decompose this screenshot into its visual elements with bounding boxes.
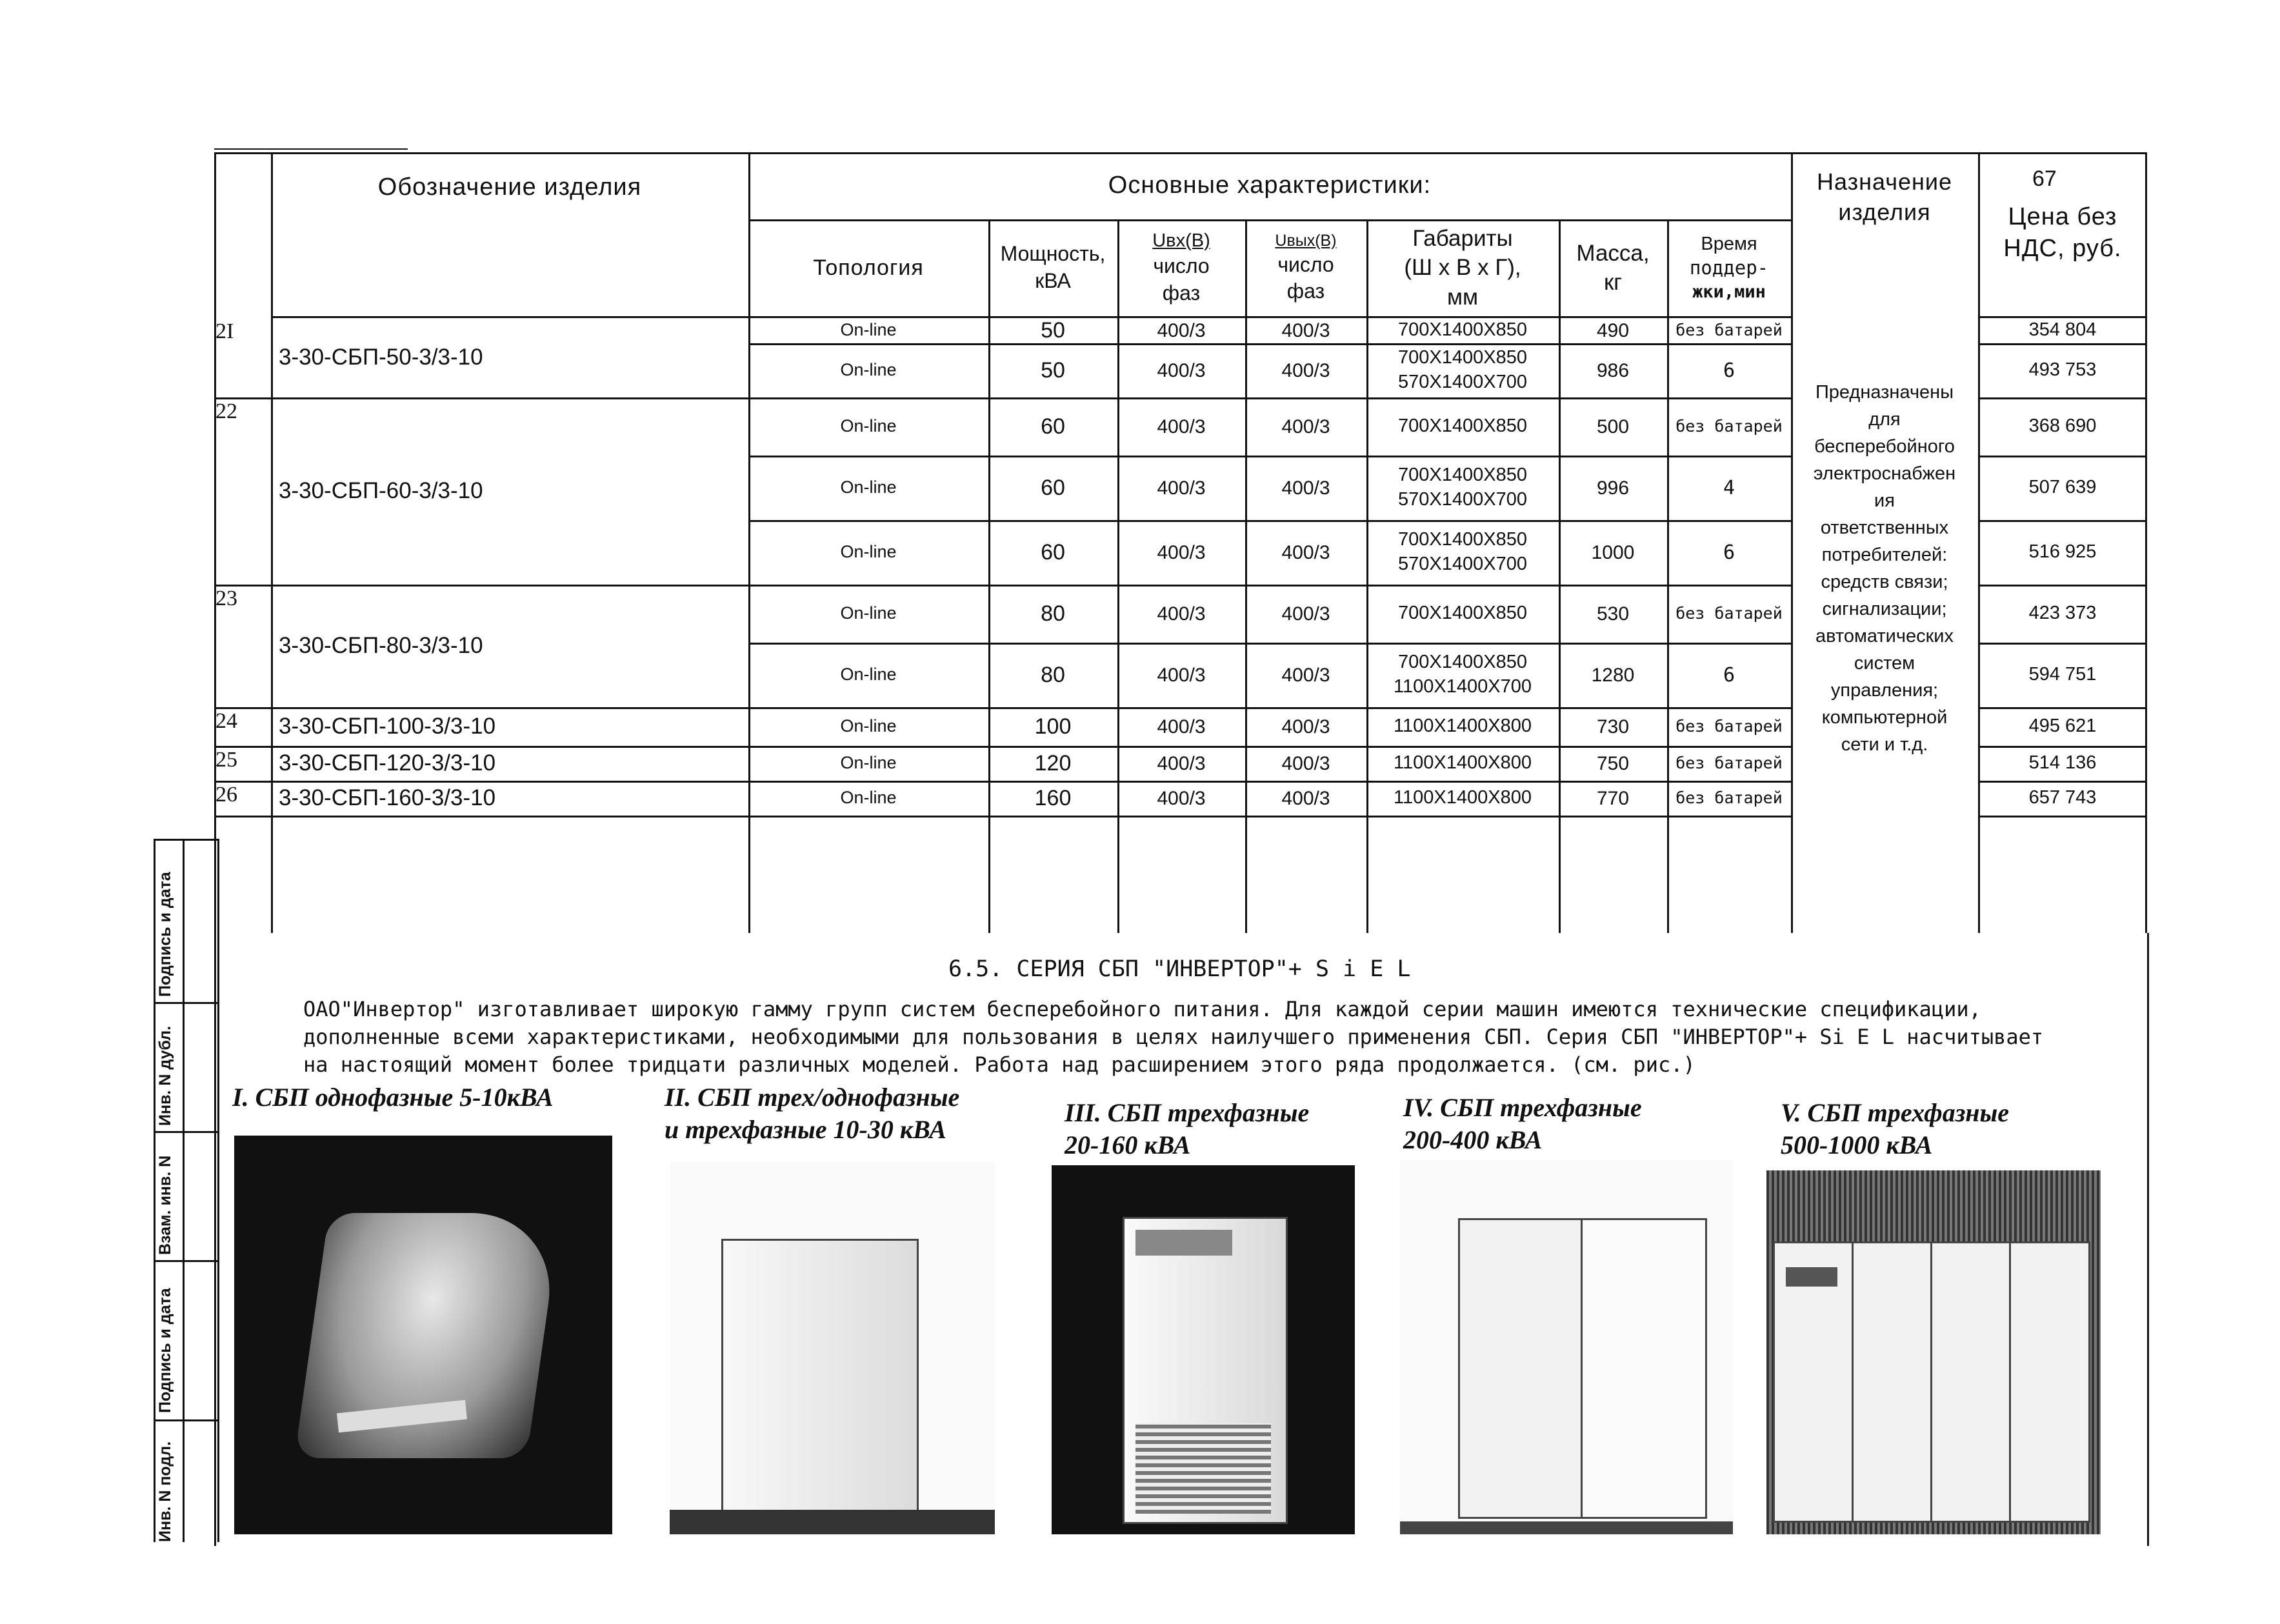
header-u-in-line3: фаз — [1162, 281, 1201, 305]
dimensions-line: 570X1400X700 — [1398, 489, 1527, 510]
dimensions-line: 700X1400X850 — [1398, 603, 1527, 624]
caption-series-5 — [1781, 1097, 2009, 1161]
header-dimensions-line3: мм — [1446, 284, 1479, 310]
header-purpose — [1791, 152, 1978, 243]
purpose-line: средств связи; — [1821, 572, 1948, 592]
u-out-cell: 400/3 — [1281, 359, 1330, 381]
u-in-cell: 400/3 — [1157, 541, 1206, 563]
dimensions-cell — [1366, 781, 1559, 816]
topology-cell: On-line — [840, 320, 897, 340]
purpose-text — [1791, 381, 1978, 756]
mass-cell: 750 — [1596, 752, 1630, 774]
header-purpose-line2: изделия — [1838, 199, 1931, 225]
caption-series-2 — [665, 1081, 959, 1146]
price-cell: 368 690 — [2028, 416, 2097, 437]
dimensions-line: 700X1400X850 — [1398, 319, 1527, 341]
backup-time-cell: 6 — [1723, 541, 1735, 564]
header-mass — [1559, 219, 1667, 316]
price-cell: 657 743 — [2028, 787, 2097, 808]
power-cell: 80 — [1041, 662, 1065, 687]
dimensions-cell — [1366, 397, 1559, 456]
caption-series-4 — [1403, 1092, 1642, 1156]
topology-cell: On-line — [840, 788, 897, 808]
backup-time-cell: без батарей — [1675, 716, 1783, 736]
paragraph-line: ОАО"Инвертор" изготавливает широкую гамму групп систем бесперебойного питания. Для каждой серии машин имеются технические спецификации, — [303, 997, 1981, 1021]
u-in-cell: 400/3 — [1157, 416, 1206, 437]
header-price — [1978, 191, 2147, 275]
price-cell: 495 621 — [2028, 716, 2097, 737]
topology-cell: On-line — [840, 360, 897, 380]
mass-cell: 1280 — [1591, 664, 1635, 686]
caption-line: IV. СБП трехфазные — [1403, 1093, 1642, 1122]
header-price-line1: Цена без — [2008, 203, 2117, 230]
dimensions-cell — [1366, 317, 1559, 343]
power-cell: 120 — [1034, 750, 1072, 776]
power-cell: 50 — [1041, 317, 1065, 343]
dimensions-line: 570X1400X700 — [1398, 372, 1527, 392]
u-in-cell: 400/3 — [1157, 752, 1206, 774]
purpose-line: ответственных — [1820, 517, 1949, 538]
power-cell: 50 — [1041, 357, 1065, 383]
header-backup-time-line2: поддер- — [1689, 257, 1769, 279]
dimensions-line: 1100X1400X700 — [1394, 676, 1532, 697]
stamp-signature-date-2: Подпись и дата — [156, 872, 174, 997]
photo-ups-three-single-phase — [670, 1161, 995, 1534]
caption-line: I. СБП однофазные 5-10кВА — [232, 1083, 554, 1112]
header-u-in-line1: Uвх(В) — [1152, 230, 1210, 251]
dimensions-line: 700X1400X850 — [1398, 416, 1527, 437]
row-number: 26 — [215, 783, 237, 807]
price-cell: 507 639 — [2028, 477, 2097, 498]
price-cell: 423 373 — [2028, 603, 2097, 624]
mass-cell: 530 — [1596, 603, 1630, 625]
photo-ups-20-160 — [1052, 1165, 1355, 1534]
paragraph-line: на настоящий момент более тридцати различных моделей. Работа над расширением этого ряда продолжается. (см. рис.) — [303, 1052, 1695, 1077]
row-number: 25 — [215, 748, 237, 772]
caption-line: 500-1000 кВА — [1781, 1130, 1933, 1159]
dimensions-line: 700X1400X850 — [1398, 465, 1527, 486]
u-out-cell: 400/3 — [1281, 416, 1330, 437]
header-dimensions-line2: (Ш х В х Г), — [1404, 255, 1521, 281]
backup-time-cell: без батарей — [1675, 603, 1783, 623]
price-cell: 514 136 — [2028, 752, 2097, 774]
u-out-cell: 400/3 — [1281, 716, 1330, 737]
power-cell: 60 — [1041, 539, 1065, 565]
u-in-cell: 400/3 — [1157, 716, 1206, 737]
header-power-line1: Мощность, — [1000, 242, 1106, 266]
caption-line: и трехфазные 10-30 кВА — [665, 1115, 946, 1144]
header-u-out-line2: число — [1277, 252, 1334, 276]
dimensions-cell — [1366, 746, 1559, 781]
price-cell: 493 753 — [2028, 359, 2097, 381]
caption-series-3 — [1065, 1097, 1309, 1161]
backup-time-cell: 6 — [1723, 359, 1735, 382]
header-mass-line1: Масса, — [1576, 240, 1650, 266]
mass-cell: 770 — [1596, 787, 1630, 809]
header-u-in-line2: число — [1153, 254, 1210, 278]
header-topology: Топология — [813, 255, 924, 280]
backup-time-cell: без батарей — [1675, 320, 1783, 339]
header-dimensions — [1366, 219, 1559, 316]
topology-cell: On-line — [840, 542, 897, 562]
topology-cell: On-line — [840, 665, 897, 685]
caption-line: V. СБП трехфазные — [1781, 1098, 2010, 1127]
power-cell: 100 — [1034, 714, 1072, 739]
header-backup-time-line1: Время — [1701, 233, 1757, 254]
header-u-out — [1245, 219, 1366, 316]
dimensions-line: 700X1400X850 — [1398, 529, 1527, 550]
price-cell: 354 804 — [2028, 319, 2097, 341]
u-in-cell: 400/3 — [1157, 603, 1206, 625]
caption-line: 20-160 кВА — [1065, 1130, 1191, 1159]
dimensions-line: 700X1400X850 — [1398, 347, 1527, 368]
mass-cell: 996 — [1596, 477, 1630, 499]
backup-time-cell: без батарей — [1675, 788, 1783, 807]
header-power — [988, 219, 1117, 316]
dimensions-line: 700X1400X850 — [1398, 652, 1527, 673]
purpose-line: Предназначены — [1815, 381, 1954, 403]
product-designation: 3-30-СБП-100-3/3-10 — [279, 714, 496, 739]
dimensions-line: 1100X1400X800 — [1394, 752, 1532, 774]
dimensions-cell — [1366, 343, 1559, 397]
u-out-cell: 400/3 — [1281, 603, 1330, 625]
dimensions-line: 1100X1400X800 — [1394, 716, 1532, 737]
purpose-line: систем — [1854, 653, 1915, 674]
group-divider — [214, 816, 748, 817]
stamp-inv-duplicate: Инв. N дубл. — [156, 1025, 174, 1126]
u-out-cell: 400/3 — [1281, 787, 1330, 809]
row-divider — [1978, 816, 2147, 817]
caption-line: II. СБП трех/однофазные — [665, 1083, 960, 1112]
topology-cell: On-line — [840, 416, 897, 436]
purpose-line: бесперебойного — [1814, 436, 1955, 457]
product-designation: 3-30-СБП-120-3/3-10 — [279, 750, 496, 776]
dimensions-cell — [1366, 707, 1559, 746]
purpose-line: управления; — [1830, 680, 1939, 701]
u-out-cell: 400/3 — [1281, 477, 1330, 499]
caption-line: III. СБП трехфазные — [1065, 1098, 1310, 1127]
u-out-cell: 400/3 — [1281, 319, 1330, 341]
photo-ups-200-400 — [1400, 1160, 1733, 1534]
paragraph-line: дополненные всеми характеристиками, необходимыми для пользования в целях наилучшего применения СБП. Серия СБП "ИНВЕРТОР"+ Si E L насчитывает — [303, 1025, 2044, 1049]
topology-cell: On-line — [840, 716, 897, 736]
caption-line: 200-400 кВА — [1403, 1125, 1543, 1154]
power-cell: 80 — [1041, 601, 1065, 626]
header-mass-line2: кг — [1603, 270, 1623, 295]
photo-ups-single-phase — [234, 1136, 612, 1534]
purpose-line: автоматических — [1815, 626, 1954, 647]
dimensions-line: 570X1400X700 — [1398, 554, 1527, 574]
backup-time-cell: 6 — [1723, 663, 1735, 687]
power-cell: 160 — [1034, 785, 1072, 810]
header-u-out-line3: фаз — [1286, 279, 1325, 303]
backup-time-cell: без батарей — [1675, 416, 1783, 436]
u-in-cell: 400/3 — [1157, 664, 1206, 686]
header-power-line2: кВА — [1035, 269, 1071, 292]
header-dimensions-line1: Габариты — [1412, 225, 1513, 251]
stamp-signature-date-1: Подпись и дата — [156, 1288, 174, 1413]
header-price-line2: НДС, руб. — [2003, 235, 2122, 262]
power-cell: 60 — [1041, 414, 1065, 439]
stamp-inv-original: Инв. N подл. — [156, 1441, 174, 1542]
photo-ups-500-1000 — [1766, 1170, 2101, 1534]
header-u-in — [1117, 219, 1245, 316]
price-cell: 516 925 — [2028, 541, 2097, 563]
purpose-line: сети и т.д. — [1841, 734, 1928, 756]
price-cell: 594 751 — [2028, 664, 2097, 685]
product-designation: 3-30-СБП-60-3/3-10 — [279, 478, 483, 504]
mass-cell: 490 — [1596, 319, 1630, 341]
mass-cell: 500 — [1596, 416, 1630, 437]
row-number: 24 — [215, 709, 237, 733]
purpose-line: сигнализации; — [1822, 599, 1947, 620]
header-purpose-line1: Назначение — [1816, 168, 1953, 195]
page-number: 67 — [2032, 166, 2057, 191]
side-stamp — [154, 839, 219, 1542]
product-designation: 3-30-СБП-160-3/3-10 — [279, 785, 496, 811]
product-designation: 3-30-СБП-80-3/3-10 — [279, 633, 483, 659]
u-in-cell: 400/3 — [1157, 477, 1206, 499]
header-main-characteristics: Основные характеристики: — [1108, 172, 1432, 199]
topology-cell: On-line — [840, 603, 897, 623]
header-backup-time — [1667, 219, 1791, 316]
topology-cell: On-line — [840, 477, 897, 497]
power-cell: 60 — [1041, 475, 1065, 500]
dimensions-cell — [1366, 456, 1559, 520]
row-number: 22 — [215, 399, 237, 423]
series-title: 6.5. СЕРИЯ СБП "ИНВЕРТОР"+ S i E L — [948, 956, 1411, 982]
u-in-cell: 400/3 — [1157, 359, 1206, 381]
u-out-cell: 400/3 — [1281, 664, 1330, 686]
caption-series-1 — [232, 1081, 554, 1114]
dimensions-cell — [1366, 643, 1559, 707]
header-designation: Обозначение изделия — [377, 174, 642, 201]
u-out-cell: 400/3 — [1281, 752, 1330, 774]
mass-cell: 986 — [1596, 359, 1630, 381]
row-number: 2I — [215, 319, 234, 343]
dimensions-cell — [1366, 520, 1559, 585]
product-designation: 3-30-СБП-50-3/3-10 — [279, 345, 483, 370]
u-out-cell: 400/3 — [1281, 541, 1330, 563]
u-in-cell: 400/3 — [1157, 319, 1206, 341]
mass-cell: 730 — [1596, 716, 1630, 737]
purpose-line: компьютерной — [1821, 707, 1948, 728]
backup-time-cell: без батарей — [1675, 753, 1783, 772]
header-backup-time-line3: жки,мин — [1692, 282, 1766, 303]
purpose-line: потребителей: — [1821, 544, 1948, 565]
dimensions-cell — [1366, 585, 1559, 643]
purpose-line: ия — [1874, 490, 1895, 511]
row-number: 23 — [215, 586, 237, 610]
u-in-cell: 400/3 — [1157, 787, 1206, 809]
header-u-out-line1: Uвых(В) — [1275, 232, 1337, 250]
dimensions-line: 1100X1400X800 — [1394, 787, 1532, 808]
stamp-replacement-inv: Взам. инв. N — [156, 1155, 174, 1255]
topology-cell: On-line — [840, 753, 897, 773]
row-divider — [748, 816, 1791, 817]
purpose-line: для — [1868, 408, 1901, 430]
mass-cell: 1000 — [1591, 541, 1635, 563]
purpose-line: электроснабжен — [1813, 463, 1956, 484]
backup-time-cell: 4 — [1723, 476, 1735, 499]
specs-table — [214, 152, 2147, 933]
